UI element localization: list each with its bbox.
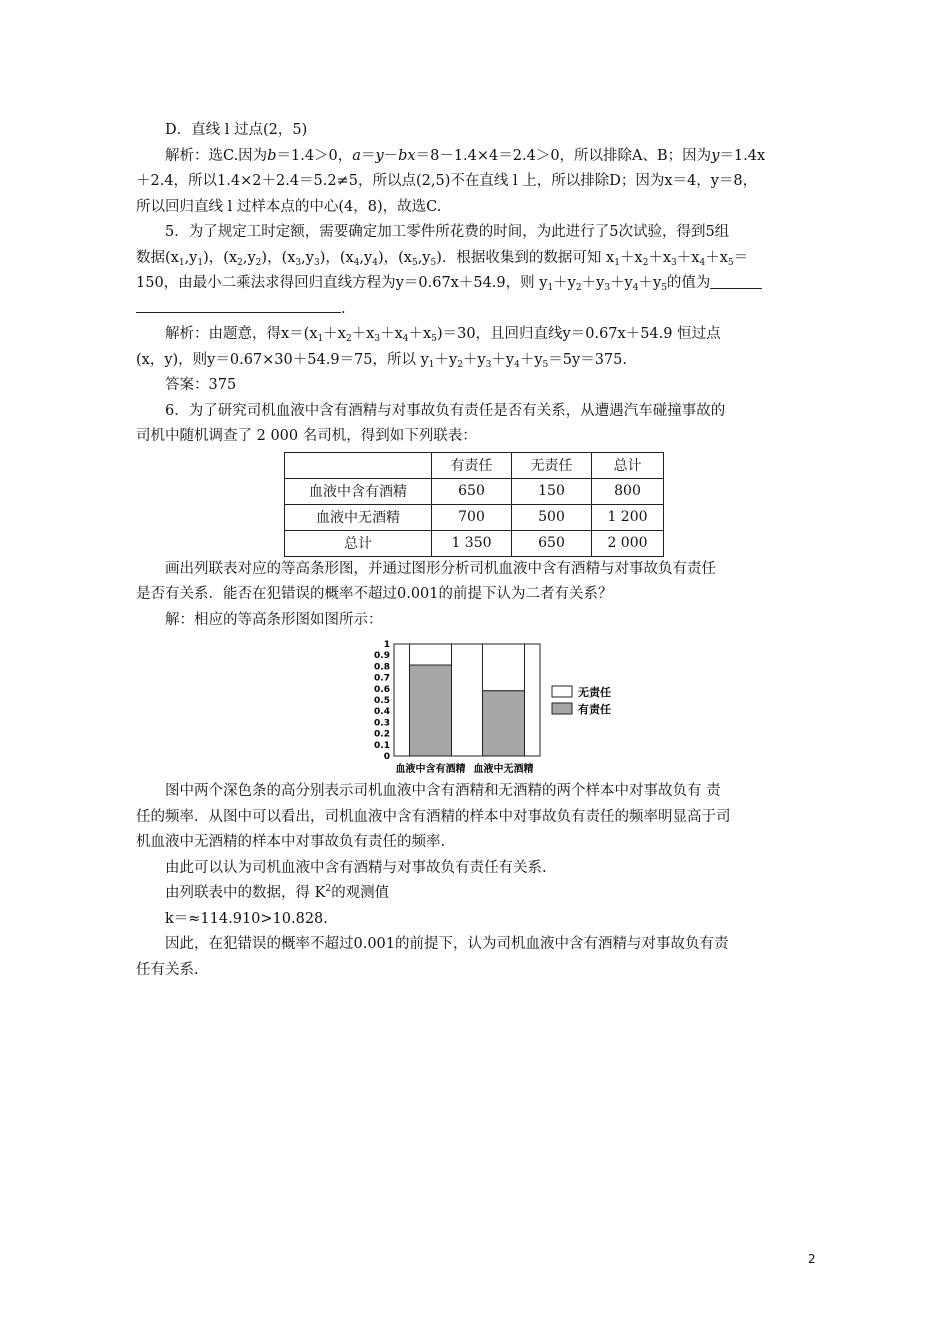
question-5-line-2: 数据$(x_1,y_1)$，$(x_2,y_2)$，$(x_3,y_3)$，$(x_4,y_4)$，$(x_5,y_5)$．根据收集到的数据可知 $x_1+x_2+x_3+x_4+x_5=$ (136, 249, 749, 268)
x-tick-label: 血液中含有酒精 (395, 764, 466, 775)
question-6-line-2: 司机中随机调查了 2 000 名司机，得到如下列联表： (136, 428, 477, 444)
legend-label: 无责任 (578, 686, 611, 699)
y-tick-label: 0 (383, 752, 390, 762)
question-5-line-1: 5．为了规定工时定额，需要确定加工零件所花费的时间，为此进行了5次试验，得到5组 (165, 224, 730, 240)
solution-line-4: 由此可以认为司机血液中含有酒精与对事故负有责任有关系. (165, 859, 547, 876)
y-tick-label: 0.3 (374, 718, 390, 729)
contingency-table (284, 452, 664, 557)
table-cell: 1 350 (432, 530, 512, 556)
table-header-cell: 总计 (592, 452, 664, 478)
legend-swatch (552, 686, 572, 697)
y-tick-label: 0.6 (374, 684, 390, 695)
question-6-line-1: 6．为了研究司机血液中含有酒精与对事故负有责任是否有关系，从遭遇汽车碰撞事故的 (165, 402, 726, 419)
y-tick-label: 0.1 (374, 740, 390, 751)
table-cell: 650 (432, 478, 512, 504)
table-cell: 650 (512, 530, 592, 556)
page-number: 2 (808, 1252, 816, 1266)
solution-intro: 解：相应的等高条形图如图所示： (165, 611, 383, 628)
table-row (285, 478, 664, 504)
solution-line-5: 由列联表中的数据，得 $K^2$的观测值 (165, 884, 390, 901)
analysis-line-2: ＋2.4，所以1.4×2＋2.4＝5.2≠5，所以点(2,5)不在直线 l 上，所以排除D；因为x＝4，y＝8， (136, 173, 758, 189)
table-cell: 血液中含有酒精 (285, 478, 432, 504)
table-cell: 700 (432, 504, 512, 530)
solution-line-6: k＝≈114.910>10.828. (165, 910, 328, 927)
conclusion-line-2: 任有关系. (136, 961, 199, 978)
y-tick-label: 0.4 (374, 707, 390, 718)
y-tick-label: 0.9 (374, 651, 390, 662)
answer-375: 答案：375 (165, 377, 237, 393)
x-tick-label: 血液中无酒精 (473, 764, 534, 775)
bar-not-responsible (483, 644, 525, 691)
bar-responsible (483, 691, 525, 756)
table-cell: 血液中无酒精 (285, 504, 432, 530)
question-5-line-4: . (136, 297, 816, 323)
table-cell: 500 (512, 504, 592, 530)
y-tick-label: 0.2 (374, 729, 390, 740)
legend-label: 有责任 (578, 703, 611, 716)
table-cell: 800 (592, 478, 664, 504)
y-tick-label: 0.5 (374, 696, 390, 706)
answer-blank-cont[interactable] (136, 298, 341, 313)
y-tick-label: 0.7 (374, 673, 390, 684)
solution-line-2: 任的频率．从图中可以看出，司机血液中含有酒精的样本中对事故负有责任的频率明显高于司 (136, 808, 731, 825)
table-cell: 150 (512, 478, 592, 504)
legend-swatch (552, 703, 572, 714)
chart-svg (368, 639, 628, 775)
table-cell: 总计 (285, 530, 432, 556)
table-header-cell: 有责任 (432, 452, 512, 478)
stacked-bar-chart (368, 639, 628, 775)
question-6-line-3: 画出列联表对应的等高条形图，并通过图形分析司机血液中含有酒精与对事故负有责任 (165, 560, 716, 577)
analysis-5-line-2: (x，y)，则y＝0.67×30＋54.9＝75，所以 $y_1+y_2+y_3+y_4+y_5=5y=375$. (136, 351, 627, 370)
conclusion-line-1: 因此，在犯错误的概率不超过0.001的前提下，认为司机血液中含有酒精与对事故负有责 (165, 936, 729, 952)
table-header-row (285, 452, 664, 478)
question-6-line-4: 是否有关系．能否在犯错误的概率不超过0.001的前提下认为二者有关系？ (136, 586, 613, 602)
y-tick-label: 1 (383, 640, 390, 650)
table-cell: 2 000 (592, 530, 664, 556)
table-row (285, 504, 664, 530)
page-content (136, 118, 816, 983)
y-tick-label: 0.8 (374, 662, 390, 673)
question-5-line-3: 150，由最小二乘法求得回归直线方程为y＝0.67x＋54.9，则 $y_1+y_2+y_3+y_4+y_5$的值为 (136, 271, 816, 297)
option-d: D．直线 l 过点(2，5) (165, 122, 308, 138)
analysis-5-line-1: 解析：由题意，得$x=(x_1+x_2+x_3+x_4+x_5)=30$，且回归直线y＝0.67x＋54.9 恒过点 (165, 326, 721, 344)
solution-line-3: 机血液中无酒精的样本中对事故负有责任的频率. (136, 834, 446, 850)
solution-line-1: 图中两个深色条的高分别表示司机血液中含有酒精和无酒精的两个样本中对事故负有 责 (165, 783, 721, 799)
analysis-line-1: 解析：选C.因为b＝1.4＞0，a＝y－bx＝8－1.4×4＝2.4＞0，所以排除A、B；因为y＝1.4x (165, 147, 766, 164)
analysis-line-3: 所以回归直线 l 过样本点的中心(4，8)，故选C. (136, 198, 442, 215)
bar-not-responsible (410, 644, 452, 665)
answer-blank[interactable] (710, 274, 762, 289)
table-row (285, 530, 664, 556)
table-header-cell: 无责任 (512, 452, 592, 478)
table-cell: 1 200 (592, 504, 664, 530)
table-cell (285, 452, 432, 478)
bar-responsible (410, 665, 452, 756)
